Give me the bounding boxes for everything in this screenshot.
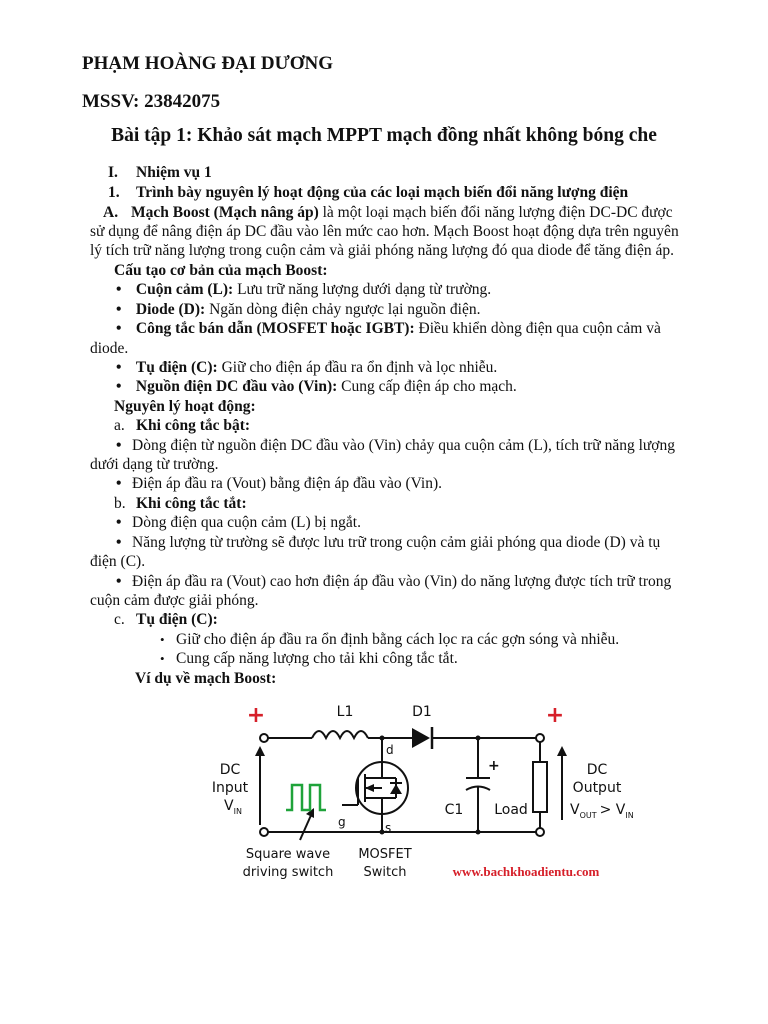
inductor-text: Lưu trữ năng lượng dưới dạng từ trường. — [233, 281, 492, 298]
capacitor-title: Tụ điện (C): — [136, 611, 218, 628]
switch-off-letter: b. — [114, 495, 126, 512]
switch-on-item-1: • Dòng điện từ nguồn điện DC đầu vào (Vin) chảy qua cuộn cảm (L), tích trữ năng lượng — [116, 436, 746, 455]
source-term: Nguồn điện DC đầu vào (Vin): — [135, 378, 338, 395]
inductor-coil — [312, 731, 368, 738]
mosfet-label-1: MOSFET — [358, 847, 412, 862]
component-diode — [116, 300, 746, 319]
cap-plus-label: + — [488, 758, 500, 774]
principle-heading: Nguyên lý hoạt động: — [114, 398, 256, 415]
component-inductor — [116, 280, 746, 299]
square-wave-label-1: Square wave — [245, 847, 331, 862]
input-arrowhead — [255, 746, 265, 756]
switch-off-item-2-cont: điện (C). — [90, 553, 146, 570]
structure-heading: Cấu tạo cơ bản của mạch Boost: — [114, 262, 328, 279]
l1-label: L1 — [336, 704, 354, 720]
student-id: MSSV: 23842075 — [82, 91, 221, 112]
boost-letter: A. — [103, 204, 119, 221]
junction-dot — [380, 736, 385, 741]
subsection-title: Trình bày nguyên lý hoạt động của các loại mạch biến đổi năng lượng điện — [136, 184, 629, 201]
capacitor-letter: c. — [114, 611, 125, 628]
junction-dot — [476, 830, 481, 835]
gate-label: g — [338, 815, 346, 829]
load-label: Load — [494, 802, 528, 818]
switch-off-item-3-cont: cuộn cảm được giải phóng. — [90, 592, 259, 609]
junction-dot — [380, 830, 385, 835]
component-switch — [116, 319, 746, 338]
input-plus-label: + — [246, 703, 266, 728]
switch-term: Công tắc bán dẫn (MOSFET hoặc IGBT): — [135, 320, 415, 337]
capacitor-item-2: • Cung cấp năng lượng cho tải khi công tắc tắt. — [160, 649, 768, 668]
website-watermark: www.bachkhoadientu.com — [452, 864, 600, 879]
component-source — [116, 377, 746, 396]
document-title: Bài tập 1: Khảo sát mạch MPPT mạch đồng nhất không bóng che — [111, 125, 657, 146]
boost-intro-line-2: sử dụng để nâng điện áp DC đầu vào lên mức cao hơn. Mạch Boost hoạt động dựa trên nguyên — [90, 223, 679, 240]
inductor-term: Cuộn cảm (L): — [135, 281, 234, 298]
junction-dot — [476, 736, 481, 741]
input-terminal-minus — [260, 828, 268, 836]
switch-off-item-2: • Năng lượng từ trường sẽ được lưu trữ trong cuộn cảm giải phóng qua diode (D) và tụ — [116, 533, 746, 552]
c1-label: C1 — [444, 802, 464, 818]
boost-circuit-diagram — [200, 690, 640, 890]
boost-intro-text-1: là một loại mạch biến đổi năng lượng điện DC-DC được — [318, 204, 673, 221]
switch-on-heading — [114, 416, 744, 435]
subsection-heading — [108, 183, 738, 202]
vout-vin-label: $V_{OUT} > V_{IN}$ — [570, 802, 634, 820]
input-terminal-plus — [260, 734, 268, 742]
component-switch-cont: diode. — [90, 340, 129, 357]
output-terminal-plus — [536, 734, 544, 742]
dc-output-label-1: DC — [586, 762, 608, 778]
d1-label: D1 — [412, 704, 432, 720]
output-terminal-minus — [536, 828, 544, 836]
dc-input-label-2: Input — [211, 780, 249, 796]
switch-on-letter: a. — [114, 417, 125, 434]
section-title: Nhiệm vụ 1 — [136, 164, 212, 181]
diode-d1-triangle — [412, 728, 430, 748]
boost-term: Mạch Boost (Mạch nâng áp) — [131, 204, 319, 221]
capacitor-text: Giữ cho điện áp đầu ra ổn định và lọc nhiễu. — [217, 359, 498, 376]
body-diode-triangle — [390, 784, 402, 794]
square-wave-signal — [286, 785, 326, 810]
load-resistor — [533, 762, 547, 812]
section-heading — [108, 163, 738, 182]
boost-intro-line-1 — [103, 203, 733, 222]
dc-output-label-2: Output — [572, 780, 622, 796]
drain-label: d — [386, 743, 394, 757]
switch-off-heading — [114, 494, 744, 513]
section-number: I. — [108, 164, 118, 181]
switch-on-title: Khi công tắc bật: — [136, 417, 251, 434]
switch-text: Điều khiển dòng điện qua cuộn cảm và — [414, 320, 661, 337]
output-arrowhead — [557, 746, 567, 756]
switch-on-item-2: • Điện áp đầu ra (Vout) bằng điện áp đầu vào (Vin). — [116, 474, 746, 493]
example-heading: Ví dụ về mạch Boost: — [135, 670, 277, 687]
switch-off-item-1: • Dòng điện qua cuộn cảm (L) bị ngắt. — [116, 513, 746, 532]
pointer-arrow-line — [300, 813, 312, 840]
mosfet-channel-arrow — [365, 784, 374, 792]
switch-off-item-3: • Điện áp đầu ra (Vout) cao hơn điện áp đầu vào (Vin) do năng lượng được tích trữ trong — [116, 572, 746, 591]
source-text: Cung cấp điện áp cho mạch. — [337, 378, 517, 395]
switch-on-item-1-cont: dưới dạng từ trường. — [90, 456, 219, 473]
author-name: PHẠM HOÀNG ĐẠI DƯƠNG — [82, 53, 334, 74]
capacitor-item-1: • Giữ cho điện áp đầu ra ổn định bằng cách lọc ra các gợn sóng và nhiễu. — [160, 630, 768, 649]
mosfet-label-2: Switch — [363, 865, 407, 880]
diode-term: Diode (D): — [135, 301, 206, 318]
square-wave-label-2: driving switch — [242, 865, 334, 880]
source-label: s — [385, 821, 392, 835]
capacitor-heading — [114, 610, 744, 629]
subsection-number: 1. — [108, 184, 120, 201]
switch-off-title: Khi công tắc tắt: — [136, 495, 247, 512]
diode-text: Ngăn dòng điện chảy ngược lại nguồn điện. — [205, 301, 481, 318]
dc-input-label-1: DC — [219, 762, 241, 778]
boost-intro-line-3: lý tích trữ năng lượng trong cuộn cảm và giải phóng năng lượng đó qua diode để tăng điện áp. — [90, 242, 674, 259]
component-capacitor — [116, 358, 746, 377]
vin-label: $V_{IN}$ — [224, 798, 242, 816]
output-plus-label: + — [545, 703, 565, 728]
capacitor-term: Tụ điện (C): — [135, 359, 218, 376]
